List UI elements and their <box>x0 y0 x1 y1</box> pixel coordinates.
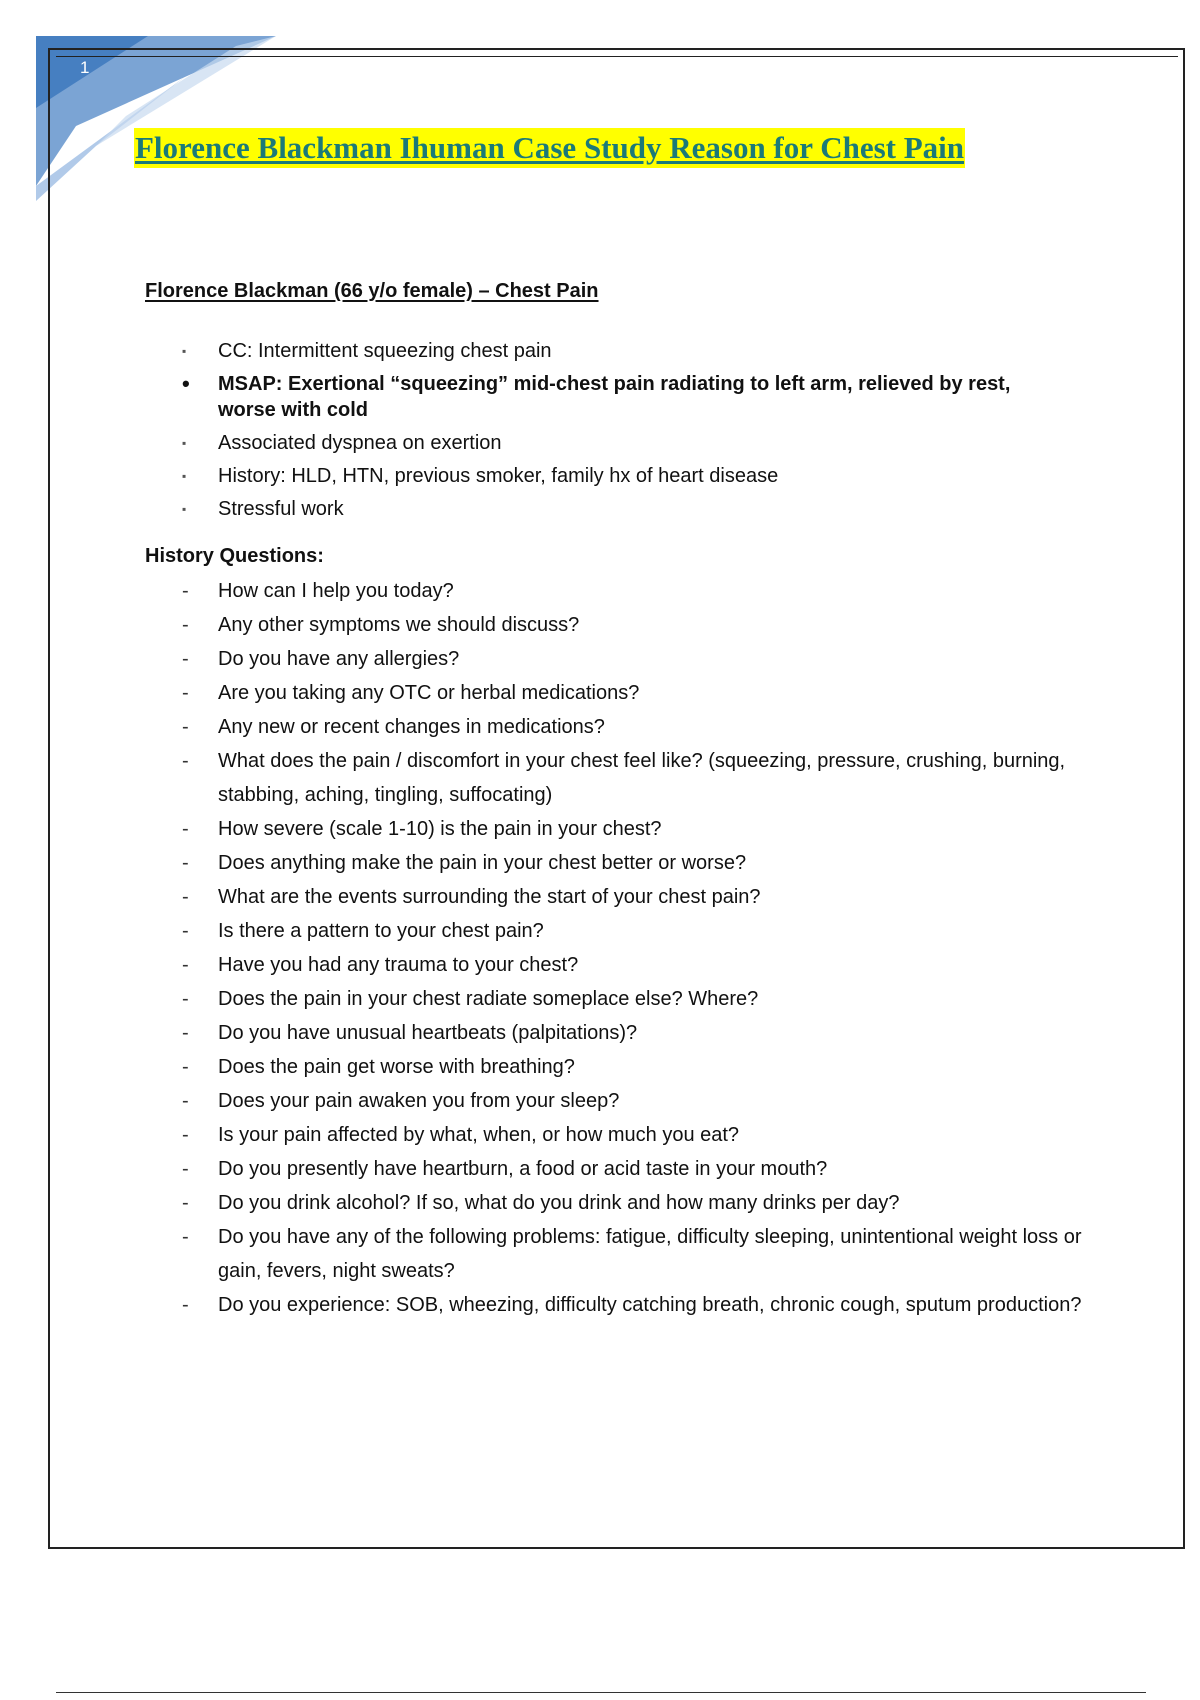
case-summary-list <box>182 338 1062 529</box>
dash-bullet: - <box>182 750 189 772</box>
list-item <box>182 846 1082 880</box>
dash-bullet: - <box>182 614 189 636</box>
dash-bullet: - <box>182 1294 189 1316</box>
list-item <box>182 463 1062 489</box>
question-text: Do you experience: SOB, wheezing, difficulty catching breath, chronic cough, sputum production? <box>218 1294 1082 1316</box>
list-item <box>182 1220 1082 1288</box>
question-text: Have you had any trauma to your chest? <box>218 954 579 976</box>
dash-bullet: - <box>182 1090 189 1112</box>
bullet-icon: ▪ <box>182 436 187 450</box>
list-item <box>182 1288 1082 1322</box>
dash-bullet: - <box>182 1226 189 1248</box>
bullet-icon: • <box>182 371 190 396</box>
question-text: Does anything make the pain in your chest better or worse? <box>218 852 747 874</box>
question-text: Any new or recent changes in medications? <box>218 716 605 738</box>
question-text: Do you have any of the following problems: fatigue, difficulty sleeping, unintentional weight loss or gain, fevers, night sweats? <box>218 1226 1082 1282</box>
list-item <box>182 1016 1082 1050</box>
dash-bullet: - <box>182 1124 189 1146</box>
question-text: Any other symptoms we should discuss? <box>218 614 580 636</box>
dash-bullet: - <box>182 886 189 908</box>
page-number: 1 <box>80 58 90 77</box>
dash-bullet: - <box>182 1192 189 1214</box>
question-text: Do you drink alcohol? If so, what do you drink and how many drinks per day? <box>218 1192 900 1214</box>
dash-bullet: - <box>182 682 189 704</box>
list-item <box>182 982 1082 1016</box>
page-border-inner-line <box>56 56 1178 57</box>
dash-bullet: - <box>182 1158 189 1180</box>
list-item <box>182 430 1062 456</box>
question-text: Does the pain get worse with breathing? <box>218 1056 575 1078</box>
bullet-icon: ▪ <box>182 344 187 358</box>
list-item <box>182 914 1082 948</box>
summary-text: CC: Intermittent squeezing chest pain <box>218 340 552 362</box>
dash-bullet: - <box>182 818 189 840</box>
list-item <box>182 371 1062 423</box>
dash-bullet: - <box>182 648 189 670</box>
dash-bullet: - <box>182 988 189 1010</box>
list-item <box>182 880 1082 914</box>
summary-text: Stressful work <box>218 498 344 520</box>
list-item <box>182 1118 1082 1152</box>
list-item <box>182 608 1082 642</box>
question-text: How can I help you today? <box>218 580 454 602</box>
question-text: Do you presently have heartburn, a food or acid taste in your mouth? <box>218 1158 828 1180</box>
question-text: Does your pain awaken you from your sleep? <box>218 1090 620 1112</box>
list-item <box>182 642 1082 676</box>
dash-bullet: - <box>182 954 189 976</box>
list-item <box>182 1186 1082 1220</box>
list-item <box>182 1084 1082 1118</box>
list-item <box>182 676 1082 710</box>
question-text: Are you taking any OTC or herbal medications? <box>218 682 640 704</box>
list-item <box>182 338 1062 364</box>
list-item <box>182 948 1082 982</box>
bottom-rule <box>56 1692 1146 1693</box>
summary-text: History: HLD, HTN, previous smoker, family hx of heart disease <box>218 465 779 487</box>
case-subtitle: Florence Blackman (66 y/o female) – Chest Pain <box>145 280 599 302</box>
dash-bullet: - <box>182 1022 189 1044</box>
question-text: Does the pain in your chest radiate someplace else? Where? <box>218 988 759 1010</box>
list-item <box>182 496 1062 522</box>
question-text: Do you have any allergies? <box>218 648 460 670</box>
list-item <box>182 1050 1082 1084</box>
summary-text: Associated dyspnea on exertion <box>218 432 502 454</box>
question-text: What are the events surrounding the start of your chest pain? <box>218 886 761 908</box>
dash-bullet: - <box>182 1056 189 1078</box>
list-item <box>182 1152 1082 1186</box>
history-questions-heading: History Questions: <box>145 545 324 567</box>
document-title: Florence Blackman Ihuman Case Study Reason for Chest Pain <box>134 128 965 168</box>
summary-text: MSAP: Exertional “squeezing” mid-chest pain radiating to left arm, relieved by rest, worse with cold <box>218 373 1011 421</box>
dash-bullet: - <box>182 852 189 874</box>
list-item <box>182 574 1082 608</box>
question-text: Is there a pattern to your chest pain? <box>218 920 544 942</box>
list-item <box>182 710 1082 744</box>
bullet-icon: ▪ <box>182 469 187 483</box>
list-item <box>182 812 1082 846</box>
dash-bullet: - <box>182 580 189 602</box>
question-text: What does the pain / discomfort in your chest feel like? (squeezing, pressure, crushing, burning, stabbing, aching, tingling, suffocating) <box>218 750 1066 806</box>
question-text: Do you have unusual heartbeats (palpitations)? <box>218 1022 638 1044</box>
dash-bullet: - <box>182 920 189 942</box>
question-text: Is your pain affected by what, when, or how much you eat? <box>218 1124 740 1146</box>
question-text: How severe (scale 1-10) is the pain in your chest? <box>218 818 662 840</box>
history-questions-list <box>182 574 1082 1322</box>
dash-bullet: - <box>182 716 189 738</box>
list-item <box>182 744 1082 812</box>
bullet-icon: ▪ <box>182 502 187 516</box>
